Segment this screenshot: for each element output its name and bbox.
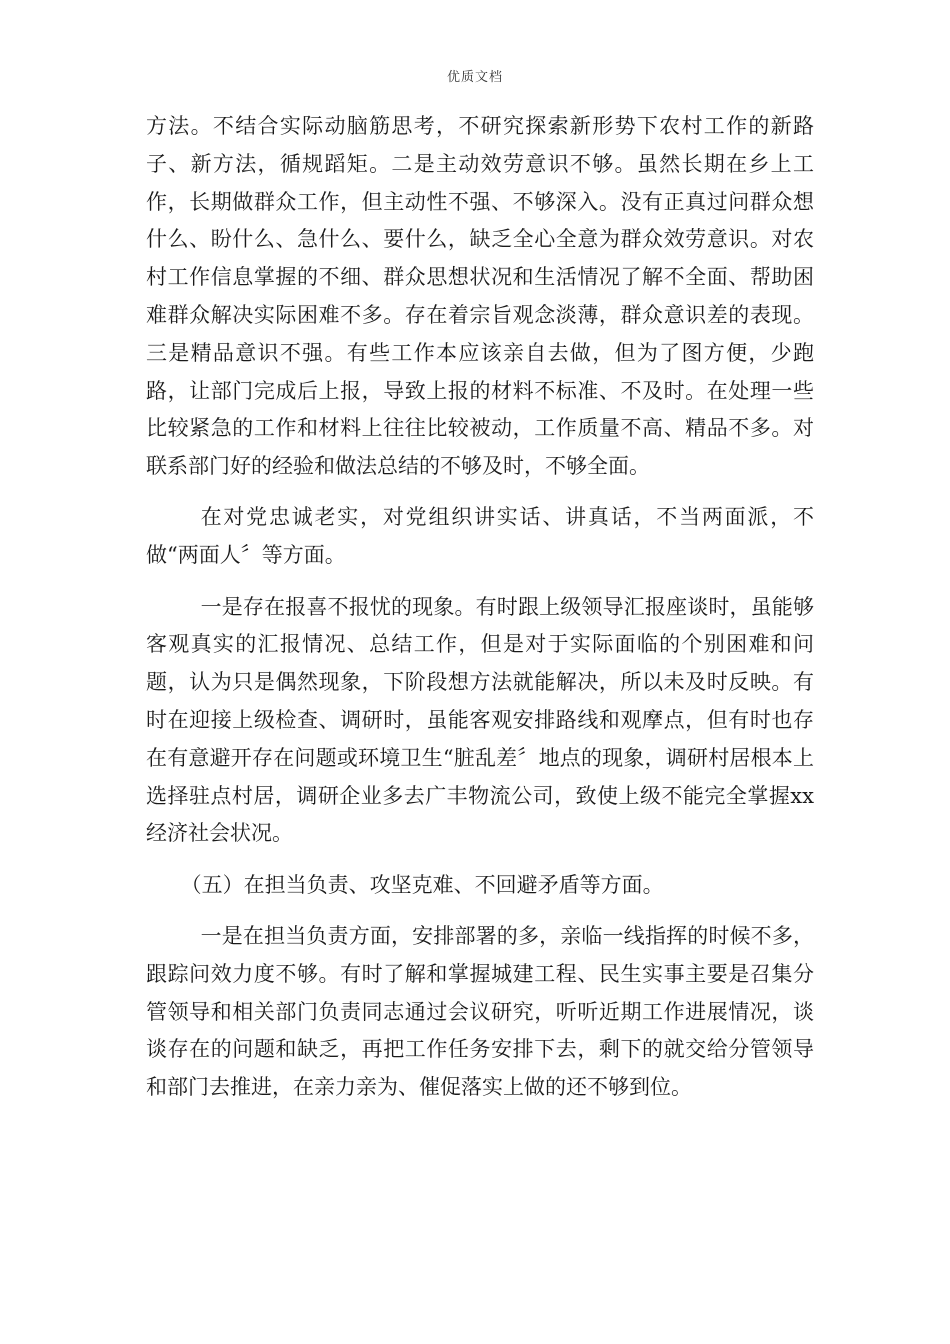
paragraph-report-issues: 一是存在报喜不报忧的现象。有时跟上级领导汇报座谈时，虽能够客观真实的汇报情况、总结工作，但是对于实际面临的个别困难和问题，认为只是偶然现象，下阶段想方法就能解决，所以未及时反映。有时在迎接上级检查、调研时，虽能客观安排路线和观摩点，但有时也存在有意避开存在问题或环境卫生“脏乱差〞地点的现象，调研村居根本上选择驻点村居，调研企业多去广丰物流公司，致使上级不能完全掌握xx经济社会状况。	[146, 594, 814, 846]
paragraph-continuation: 方法。不结合实际动脑筋思考，不研究探索新形势下农村工作的新路子、新方法，循规蹈矩。二是主动效劳意识不够。虽然长期在乡上工作，长期做群众工作，但主动性不强、不够深入。没有正真过问群众想什么、盼什么、急什么、要什么，缺乏全心全意为群众效劳意识。对农村工作信息掌握的不细、群众思想状况和生活情况了解不全面、帮助困难群众解决实际困难不多。存在着宗旨观念淡薄，群众意识差的表现。三是精品意识不强。有些工作本应该亲自去做，但为了图方便，少跑路，让部门完成后上报，导致上报的材料不标准、不及时。在处理一些比较紧急的工作和材料上往往比较被动，工作质量不高、精品不多。对联系部门好的经验和做法总结的不够及时，不够全面。	[146, 114, 814, 479]
paragraph-loyalty-heading: 在对党忠诚老实，对党组织讲实话、讲真话，不当两面派，不做“两面人〞等方面。	[146, 505, 814, 568]
section-heading-five: （五）在担当负责、攻坚克难、不回避矛盾等方面。	[180, 872, 664, 897]
document-body	[146, 108, 814, 1107]
page-header: 优质文档	[446, 70, 503, 85]
paragraph-responsibility: 一是在担当负责方面，安排部署的多，亲临一线指挥的时候不多，跟踪问效力度不够。有时了解和掌握城建工程、民生实事主要是召集分管领导和相关部门负责同志通过会议研究，听听近期工作进展情况，谈谈存在的问题和缺乏，再把工作任务安排下去，剩下的就交给分管领导和部门去推进，在亲力亲为、催促落实上做的还不够到位。	[146, 923, 814, 1100]
